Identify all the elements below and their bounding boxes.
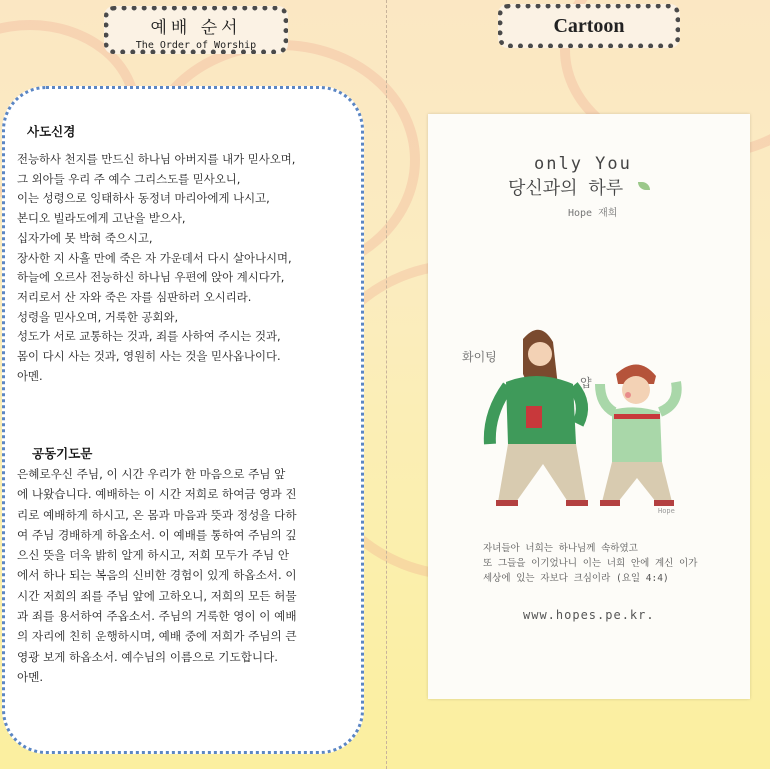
creed-line: 전능하사 천지를 만드신 하나님 아버지를 내가 믿사오며, bbox=[17, 152, 296, 166]
girl-left-arm-right bbox=[573, 386, 582, 424]
girl-right-cheek bbox=[625, 392, 631, 398]
creed-line: 본디오 빌라도에게 고난을 받으사, bbox=[17, 211, 186, 226]
cartoon-heading-kr: 당신과의 하루 bbox=[508, 178, 624, 199]
prayer-line: 시간 저희의 죄를 주님 앞에 고하오니, 저희의 모든 허물 bbox=[17, 588, 297, 603]
creed-body bbox=[17, 150, 357, 386]
verse-line: 자녀들아 너희는 하나님께 속하였고 bbox=[483, 543, 638, 554]
cartoon-title: Cartoon bbox=[553, 15, 625, 37]
creed-line: 그 외아들 우리 주 예수 그리스도를 믿사오니, bbox=[17, 171, 241, 186]
creed-line: 십자가에 못 박혀 죽으시고, bbox=[17, 230, 153, 245]
prayer-line: 아멘. bbox=[17, 669, 44, 684]
girl-right-arm-left bbox=[600, 384, 614, 412]
website-url: www.hopes.pe.kr. bbox=[523, 608, 655, 622]
bible-verse bbox=[483, 541, 723, 586]
girl-left-face bbox=[528, 342, 552, 366]
prayer-line: 과 죄를 용서하여 주옵소서. 주님의 거룩한 영이 이 예배 bbox=[17, 609, 297, 624]
worship-order-title-en: The Order of Worship bbox=[135, 40, 257, 51]
illustration-signature: Hope bbox=[658, 507, 675, 515]
prayer-line: 의 자리에 친히 운행하시며, 예배 중에 저희가 주님의 큰 bbox=[17, 629, 297, 644]
cartoon-heading-en: only You bbox=[534, 154, 632, 174]
girl-right-pants bbox=[602, 462, 672, 502]
girl-left-shoe-right bbox=[566, 500, 588, 506]
girl-left-arm-left bbox=[490, 386, 508, 444]
girl-left-letter-j bbox=[526, 406, 542, 428]
prayer-line: 에 나왔습니다. 예배하는 이 시간 저희로 하여금 영과 진 bbox=[17, 487, 297, 502]
girl-right-shoe-left bbox=[600, 500, 620, 506]
girl-left-figure bbox=[490, 330, 588, 506]
verse-line: 또 그들을 이기었나니 이는 너희 안에 계신 이가 bbox=[483, 558, 698, 569]
worship-order-title-kr: 예배 순서 bbox=[150, 18, 242, 38]
creed-title: 사도신경 bbox=[27, 124, 76, 139]
creed-line: 성도가 서로 교통하는 것과, 죄를 사하여 주시는 것과, bbox=[17, 329, 281, 344]
worship-order-title-box bbox=[104, 6, 288, 54]
girl-right-face bbox=[622, 376, 650, 404]
creed-line: 하늘에 오르사 전능하신 하나님 우편에 앉아 계시다가, bbox=[17, 270, 285, 285]
creed-line: 아멘. bbox=[17, 368, 43, 383]
prayer-line: 은혜로우신 주님, 이 시간 우리가 한 마음으로 주님 앞 bbox=[17, 467, 286, 481]
girl-right-shoe-right bbox=[654, 500, 674, 506]
prayer-line: 에서 하나 되는 복음의 신비한 경험이 있게 하옵소서. 이 bbox=[17, 568, 297, 583]
prayer-title: 공동기도문 bbox=[32, 446, 93, 461]
cartoon-title-box bbox=[498, 4, 680, 48]
creed-line: 저리로서 산 자와 죽은 자를 심판하러 오시리라. bbox=[17, 289, 252, 304]
girl-left-pants bbox=[498, 444, 586, 502]
speech-ya: 얍 bbox=[580, 376, 592, 390]
creed-line: 성령을 믿사오며, 거룩한 공회와, bbox=[17, 309, 179, 324]
girl-right-arm-right bbox=[660, 382, 677, 412]
page-fold-line bbox=[386, 0, 387, 769]
prayer-body bbox=[17, 464, 353, 687]
prayer-line: 으신 뜻을 더욱 밝히 알게 하시고, 저희 모두가 주님 안 bbox=[17, 548, 290, 563]
prayer-line: 영광 보게 하옵소서. 예수님의 이름으로 기도합니다. bbox=[17, 649, 278, 664]
girl-left-shoe-left bbox=[496, 500, 518, 506]
girl-right-figure bbox=[600, 364, 677, 506]
creed-line: 몸이 다시 사는 것과, 영원히 사는 것을 믿사옵나이다. bbox=[17, 349, 281, 364]
prayer-line: 여 주님 경배하게 하옵소서. 이 예배를 통하여 주님의 깊 bbox=[17, 527, 297, 542]
creed-line: 이는 성령으로 잉태하사 동정녀 마리아에게 나시고, bbox=[17, 191, 270, 206]
cartoon-card bbox=[428, 114, 750, 699]
girl-right-sweater-band bbox=[614, 414, 660, 419]
creed-line: 장사한 지 사흘 만에 죽은 자 가운데서 다시 살아나시며, bbox=[17, 250, 292, 265]
speech-fighting: 화이팅 bbox=[462, 350, 497, 364]
verse-line: 세상에 있는 자보다 크심이라 (요일 4:4) bbox=[483, 573, 669, 584]
prayer-line: 리로 예배하게 하시고, 온 몸과 마음과 뜻과 정성을 다하 bbox=[17, 507, 297, 522]
cartoon-author: Hope 재희 bbox=[568, 208, 618, 219]
